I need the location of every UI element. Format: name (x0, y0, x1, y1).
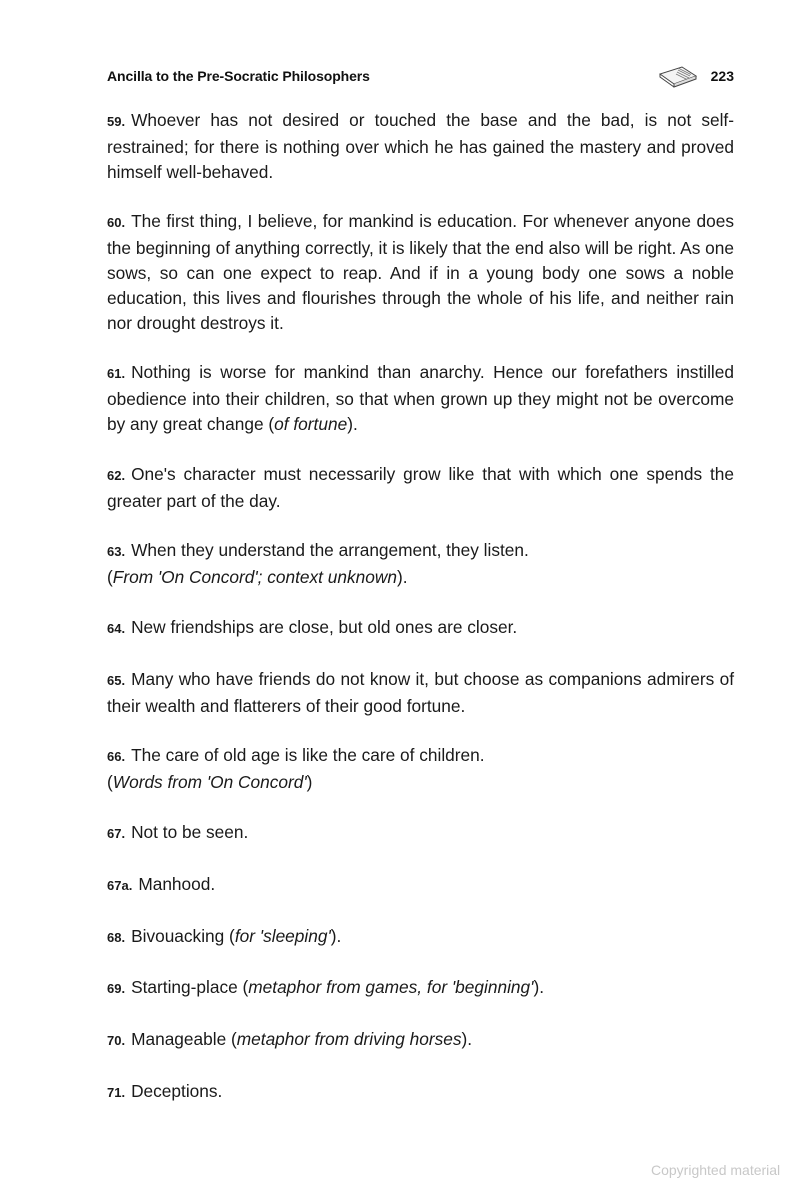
fragment-number: 69. (107, 981, 126, 997)
fragment (107, 462, 734, 514)
fragment-number: 64. (107, 620, 126, 636)
fragment-italic-text: metaphor from games, for 'beginning' (248, 977, 534, 998)
fragment-gap (107, 950, 734, 975)
fragment-italic-text: for 'sleeping' (234, 925, 331, 946)
fragment (107, 360, 734, 436)
fragment-text: Many who have friends do not know it, but choose as companions admirers of their wealth and flatterers of their good fortune. (107, 668, 734, 716)
fragment (107, 209, 734, 335)
fragment-gap (107, 847, 734, 872)
fragment-text: ). (330, 925, 342, 946)
copyright-watermark: Copyrighted material (651, 1162, 781, 1178)
fragment (107, 743, 734, 795)
fragment-text: Deceptions. (131, 1080, 223, 1101)
fragment (107, 872, 734, 899)
fragment-gap (107, 184, 734, 209)
page-number: 223 (710, 68, 734, 84)
fragment-gap (107, 642, 734, 667)
fragment-text: New friendships are close, but old ones are closer. (131, 616, 518, 637)
fragment (107, 1079, 734, 1106)
note-text: ( (107, 772, 113, 793)
fragment-text: Bivouacking ( (131, 925, 235, 946)
fragment (107, 820, 734, 847)
fragment-note (107, 770, 734, 795)
fragment-number: 66. (107, 749, 126, 765)
note-text: ) (306, 772, 313, 793)
fragment-gap (107, 437, 734, 462)
fragment-text: One's character must necessarily grow like that with which one spends the greater part of the day. (107, 463, 734, 511)
fragment-number: 61. (107, 366, 126, 382)
fragment (107, 667, 734, 719)
fragment (107, 1027, 734, 1054)
fragment-text: The care of old age is like the care of children. (131, 745, 485, 766)
fragment (107, 975, 734, 1002)
page-header (107, 66, 734, 90)
fragment-gap (107, 335, 734, 360)
fragment-number: 60. (107, 215, 126, 231)
fragment-number: 62. (107, 467, 126, 483)
fragment-note (107, 565, 734, 590)
fragment-gap (107, 590, 734, 615)
running-title: Ancilla to the Pre-Socratic Philosophers (107, 68, 370, 84)
fragment-text: ). (461, 1029, 473, 1050)
fragment-text: ). (347, 413, 358, 434)
note-italic-text: From 'On Concord'; context unknown (112, 567, 397, 588)
fragment (107, 538, 734, 590)
fragment-gap (107, 795, 734, 820)
note-text: ). (396, 567, 408, 588)
fragment-gap (107, 1054, 734, 1079)
fragment-italic-text: metaphor from driving horses (236, 1029, 462, 1050)
fragment-text: Nothing is worse for mankind than anarchy. Hence our forefathers instilled obedience into their children, so that when grown up they might not be overcome by any great change ( (107, 362, 734, 434)
fragment-number: 67. (107, 825, 126, 841)
fragment-text: Not to be seen. (131, 821, 249, 842)
fragment-text: The first thing, I believe, for mankind is education. For whenever anyone does the beginning of anything correctly, it is likely that the end also will be right. As one sows, so can one expect to reap. And if in a young body one sows a noble education, this lives and flourishes through the whole of his life, and neither rain nor drought destroys it. (107, 211, 734, 333)
fragment-number: 68. (107, 929, 126, 945)
fragment (107, 924, 734, 951)
fragment-number: 65. (107, 672, 126, 688)
fragment-gap (107, 718, 734, 743)
fragment (107, 108, 734, 184)
fragment-number: 70. (107, 1033, 126, 1049)
note-text: ( (107, 567, 113, 588)
fragment-text: Starting-place ( (131, 977, 249, 998)
fragment-gap (107, 899, 734, 924)
fragment-number: 71. (107, 1084, 126, 1100)
fragment-number: 67a. (107, 877, 133, 893)
fragment (107, 615, 734, 642)
fragment-list (107, 108, 734, 1106)
fragment-text: When they understand the arrangement, they listen. (131, 540, 529, 561)
fragment-text: Whoever has not desired or touched the base and the bad, is not self-restrained; for there is nothing over which he has gained the mastery and proved himself well-behaved. (107, 110, 734, 182)
fragment-number: 63. (107, 544, 126, 560)
note-italic-text: Words from 'On Concord' (112, 772, 307, 793)
fragment-italic-text: of fortune (274, 413, 348, 434)
open-book-icon (658, 64, 698, 88)
fragment-text: Manhood. (138, 873, 216, 894)
fragment-gap (107, 1002, 734, 1027)
fragment-text: Manageable ( (131, 1029, 237, 1050)
fragment-number: 59. (107, 114, 126, 129)
fragment-text: ). (533, 977, 544, 998)
fragment-gap (107, 513, 734, 538)
